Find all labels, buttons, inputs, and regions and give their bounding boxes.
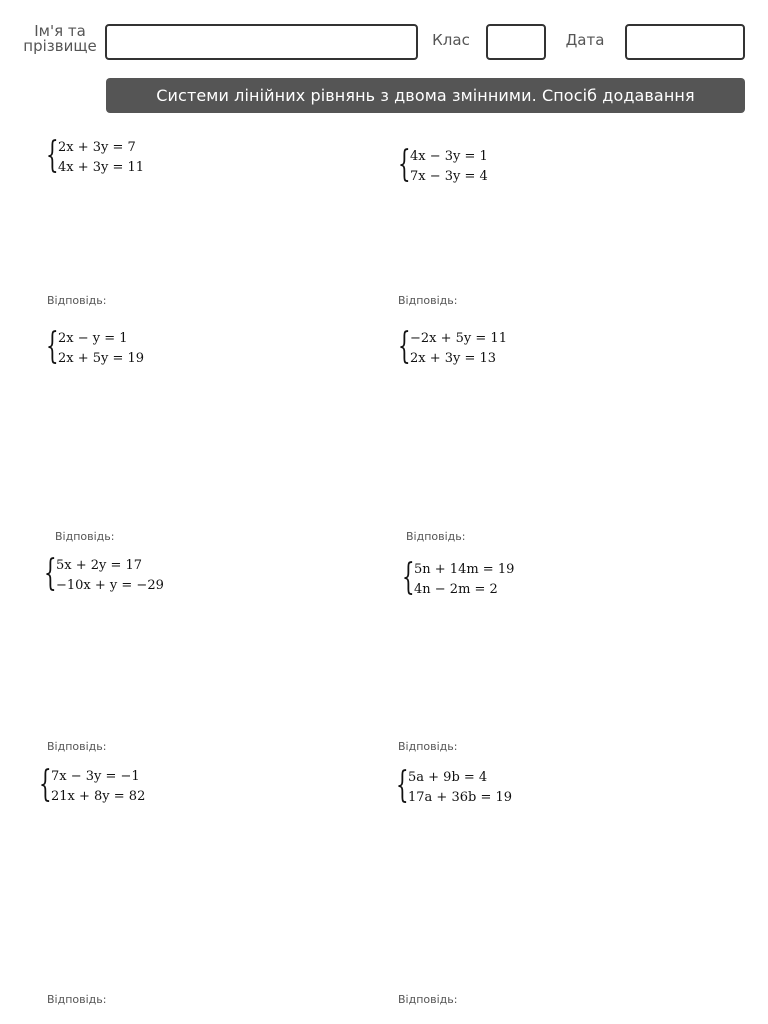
brace-icon: {: [396, 765, 409, 806]
equation-system-1: [46, 135, 145, 178]
equation-2b: 7x − 3y = 4: [410, 169, 488, 184]
brace-icon: {: [46, 135, 59, 176]
name-label-line2: прізвище: [23, 37, 97, 55]
equation-4b: 2x + 3y = 13: [410, 351, 497, 366]
brace-icon: {: [398, 326, 411, 367]
equation-7b: 21x + 8y = 82: [51, 789, 146, 804]
answer-label-5: Відповідь:: [47, 740, 107, 753]
equation-1a: 2x + 3y = 7: [58, 140, 136, 155]
brace-icon: {: [402, 557, 415, 598]
answer-label-3: Відповідь:: [55, 530, 115, 543]
equation-system-4: [398, 326, 507, 369]
class-label: Клас: [432, 31, 470, 49]
answer-label-1: Відповідь:: [47, 294, 107, 307]
class-field[interactable]: [486, 24, 546, 60]
answer-label-2: Відповідь:: [398, 294, 458, 307]
equation-7a: 7x − 3y = −1: [51, 769, 140, 784]
equation-1b: 4x + 3y = 11: [58, 160, 145, 175]
date-field[interactable]: [625, 24, 745, 60]
answer-label-8: Відповідь:: [398, 993, 458, 1006]
brace-icon: {: [46, 326, 59, 367]
answer-label-7: Відповідь:: [47, 993, 107, 1006]
date-label: Дата: [565, 31, 605, 49]
equation-system-7: [39, 764, 146, 807]
equation-5a: 5x + 2y = 17: [56, 558, 143, 573]
name-field[interactable]: [105, 24, 418, 60]
brace-icon: {: [44, 553, 57, 594]
worksheet-title: Системи лінійних рівнянь з двома змінними. Спосіб додавання: [106, 78, 745, 113]
equation-system-5: [44, 553, 164, 596]
equation-system-3: [46, 326, 145, 369]
equation-4a: −2x + 5y = 11: [410, 331, 507, 346]
equation-system-8: [396, 765, 513, 808]
equation-8a: 5a + 9b = 4: [408, 770, 488, 785]
answer-label-6: Відповідь:: [398, 740, 458, 753]
answer-label-4: Відповідь:: [406, 530, 466, 543]
equation-3b: 2x + 5y = 19: [58, 351, 145, 366]
equation-6b: 4n − 2m = 2: [414, 582, 498, 597]
equation-system-6: [402, 557, 515, 600]
equation-8b: 17a + 36b = 19: [408, 790, 513, 805]
name-label: [20, 24, 100, 54]
equation-5b: −10x + y = −29: [56, 578, 164, 593]
equation-3a: 2x − y = 1: [58, 331, 128, 346]
brace-icon: {: [39, 764, 52, 805]
equation-system-2: [398, 144, 488, 187]
name-label-line1: Ім'я та: [34, 22, 86, 40]
brace-icon: {: [398, 144, 411, 185]
equation-2a: 4x − 3y = 1: [410, 149, 488, 164]
equation-6a: 5n + 14m = 19: [414, 562, 515, 577]
